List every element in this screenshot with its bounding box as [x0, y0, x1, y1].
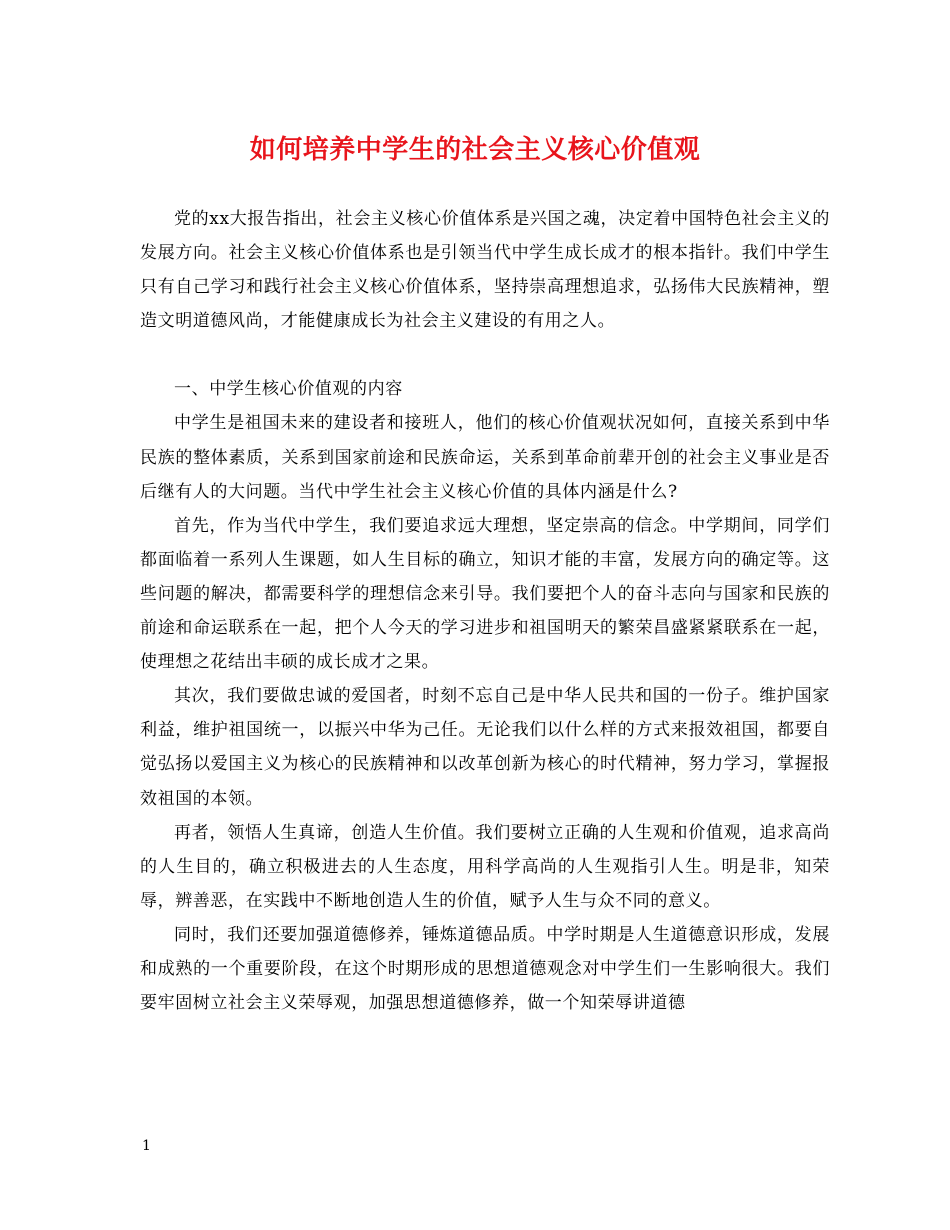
- document-title: 如何培养中学生的社会主义核心价值观: [249, 135, 701, 165]
- paragraph: 首先，作为当代中学生，我们要追求远大理想，坚定崇高的信念。中学期间，同学们都面临着一系列人生课题，如人生目标的确立，知识才能的丰富，发展方向的确定等。这些问题的解决，都需要科学的理想信念来引导。我们要把个人的奋斗志向与国家和民族的前途和命运联系在一起，把个人今天的学习进步和祖国明天的繁荣昌盛紧紧联系在一起，使理想之花结出丰硕的成长成才之果。: [140, 515, 830, 673]
- page-number: 1: [142, 1138, 151, 1154]
- paragraph-intro: 党的xx大报告指出，社会主义核心价值体系是兴国之魂，决定着中国特色社会主义的发展方向。社会主义核心价值体系也是引领当代中学生成长成才的根本指针。我们中学生只有自己学习和践行社会主义核心价值体系，坚持崇高理想追求，弘扬伟大民族精神，塑造文明道德风尚，才能健康成长为社会主义建设的有用之人。: [140, 209, 830, 332]
- section-heading: 一、中学生核心价值观的内容: [174, 379, 403, 400]
- paragraph: 再者，领悟人生真谛，创造人生价值。我们要树立正确的人生观和价值观，追求高尚的人生目的，确立积极进去的人生态度，用科学高尚的人生观指引人生。明是非，知荣辱，辨善恶，在实践中不断地创造人生的价值，赋予人生与众不同的意义。: [140, 822, 830, 911]
- paragraph: 中学生是祖国未来的建设者和接班人，他们的核心价值观状况如何，直接关系到中华民族的整体素质，关系到国家前途和民族命运，关系到革命前辈开创的社会主义事业是否后继有人的大问题。当代中学生社会主义核心价值的具体内涵是什么?: [140, 413, 830, 502]
- paragraph: 同时，我们还要加强道德修养，锤炼道德品质。中学时期是人生道德意识形成，发展和成熟的一个重要阶段，在这个时期形成的思想道德观念对中学生们一生影响很大。我们要牢固树立社会主义荣辱观，加强思想道德修养，做一个知荣辱讲道德: [140, 924, 830, 1014]
- paragraph: 其次，我们要做忠诚的爱国者，时刻不忘自己是中华人民共和国的一份子。维护国家利益，维护祖国统一，以振兴中华为己任。无论我们以什么样的方式来报效祖国，都要自觉弘扬以爱国主义为核心的民族精神和以改革创新为核心的时代精神，努力学习，掌握报效祖国的本领。: [140, 686, 830, 809]
- document-body: [140, 202, 830, 1020]
